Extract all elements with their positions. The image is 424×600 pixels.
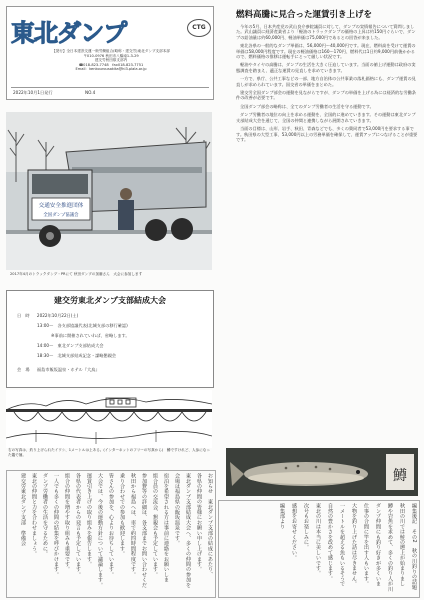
article-paragraph: 建交労全国ダンプ部会の運動を見ながらですが、ダンプの単価を上げる為には経済的な労働条件の改善が必要です。 (236, 90, 416, 101)
phone-line: ☎018-823-7748 fax018-823-7751 (78, 62, 144, 67)
meeting-row (37, 353, 227, 358)
vertical-text-line: ダンプ労働者の生活を守るために。 (42, 473, 48, 557)
meeting-row-label: 日 時 (17, 313, 30, 318)
address-line: 〒010-0976 秋田市八橋南1-3-29 (83, 53, 139, 58)
article-paragraph: 当面の目標は、山形、岩手、秋田、青森などでも、多くの賛同者で53,000円を要求する事です。秋田県の大型工事、53,000円以上の労務単価を確保して、運賃アップにつなげることが重要です。 (236, 126, 418, 142)
column-right (218, 500, 420, 598)
vertical-text-line: 会場は福島県の飯坂温泉です。 (174, 473, 180, 546)
fish-label: 鱒 (393, 468, 407, 484)
meeting-row-value: 13:00～ 各支部協議代表(北城支部の移行確認) (37, 323, 128, 328)
issue-date: 2022年10月1日発行 (13, 90, 53, 95)
vertical-text-line: お知らせ 東北ダンプ支部の結成にあたり、 (207, 473, 213, 577)
vertical-text-line: 編集後記 その2 秋の川釣りの話題 (411, 503, 417, 590)
vertical-text-line: 次号もお楽しみに。 (303, 503, 309, 550)
meeting-row-value: 14:00～ 東北ダンプ支部結成大会 (37, 343, 104, 348)
vertical-text-line: ダンプ仲間にも釣り好きが多くいま (375, 503, 381, 587)
masthead (6, 6, 214, 100)
article-paragraph: 今年の5月、日本共産党の武山良介参院議員に対して、ダンプの実情報告について質問しました。武山議員に経済産業省より「軽油のトラックダンプの価格の上昇は約150円ぐらいで、ダンプの給油量は約60,000円、軽油単価は75,000円であるとの回答が来ました。 (236, 24, 416, 40)
meeting-row (17, 367, 207, 372)
vertical-text-line: 自然の豊かさを改めて感じます。 (327, 503, 333, 581)
vertical-text-line: 乗り合わせでの参加も歓迎します。 (119, 473, 125, 557)
vertical-text-line: 編集部より (279, 503, 285, 529)
vertical-text-line: 仕事の合間に竿を出す人もいます。 (363, 503, 369, 587)
dump-truck-illustration (6, 112, 212, 270)
office-line: 建交労秋田県支部内 (94, 58, 128, 63)
meeting-row-label: 会 場 (17, 367, 30, 372)
publisher-line: 【発行】全日本建設交運一般労働組合(略称・建交労)東北ダンプ支部本部 (52, 49, 170, 53)
email-line: Email：kenkourousakita@hi3.plala.or.jp (75, 67, 147, 72)
newsletter-logo: 東北ダンプ (11, 19, 127, 47)
photo-caption: 2017年4月のトラックダンプ・PRにて 秋田ダンプの加藤さん 大会に参加します (10, 272, 143, 276)
vertical-text-line: 東北の川は本当に美しいです。 (315, 503, 321, 576)
issue-info (11, 87, 209, 98)
meeting-row-value: 福島市飯坂温泉・ホテル『大鳥』 (36, 367, 100, 372)
vertical-text-line: 大会では、今後の運動方針について議論します。 (97, 473, 103, 588)
meeting-title: 建交労東北ダンプ支部結成大会 (53, 296, 167, 305)
vertical-text-line: 参加費等の詳細は、各支部までお問い合わせくだ (141, 473, 147, 588)
column-left (6, 470, 216, 598)
vertical-text-line: 感想をお寄せください。 (291, 503, 297, 561)
vertical-text-line: 皆さんの参加を、心よりお待ちしています。 (108, 473, 114, 577)
vertical-text-line: 組合員の交流会、懇親会も予定しています。 (152, 473, 158, 577)
illustration-caption: 右の写真は、釣り上げられたイワシ、1メートルは上ある。(インターネットのフリーの写真から) 鱒ですけれど、人参になった鑑で捕。 (8, 448, 210, 457)
article-paragraph: 軽油やタイヤの高騰は、ダンプの生活を大きく圧迫しています。当面の値上げ運動は政府の実態調査を踏まえ、適正な運賃の見直しを求めていきます。 (236, 62, 416, 73)
meeting-row (17, 313, 207, 318)
article-paragraph: ダンプ労働者の地位の向上を求める運動を、全国的に進めていきます。その運動は東北ダンプ支部結成大会を通じて、全国の仲間と連携しながら展開されていきます。 (236, 112, 416, 123)
vertical-text-line: 組合の仲間を増やす取り組みも重要です。 (64, 473, 70, 572)
vertical-text-line: 一人でも多くの仲間の結集を呼びかけます。 (53, 473, 59, 577)
dump-truck-photo (6, 112, 212, 270)
meeting-row (37, 323, 227, 328)
vertical-text-line: 鱒や岩魚を求めて、多くの釣り人が川 (387, 503, 393, 592)
truck-sign-line1: 交通安全推進団体 (38, 203, 84, 209)
article-paragraph: 一方で、県庁、公共工事などの一部、地方自治体の公共事業の落札価格にも、ダンプ運賃の見直しが求められています。国交省の単価をまとめた。 (236, 76, 416, 87)
vertical-text-line: 東北の仲間と力を合わせましょう。 (31, 473, 37, 557)
article-paragraph: 全国ダンプ部会の略称は、全てのダンプ労働者の生活を守る運動です。 (240, 103, 374, 109)
meeting-row (51, 333, 241, 338)
meeting-announcement (6, 290, 214, 388)
meeting-row-value: 18:30～ 北城支部結成記念・謀略懇親会 (37, 353, 117, 358)
train-bridge-drawing (6, 390, 212, 448)
fish-image (226, 448, 418, 496)
fish-photo (226, 448, 418, 496)
vertical-text-line: 秋田の川では鮭の遡上が始まりまし (399, 503, 405, 587)
meeting-row-value: ※事前に開催されていれば、省略します。 (51, 333, 130, 338)
issue-number: NO.4 (85, 90, 96, 95)
vertical-text-line: 建交労東北ダンプ支部 準備会 (20, 473, 26, 546)
vertical-text-line: 秋田から福島へは、車で約四時間程度です。 (130, 473, 136, 577)
article-body (236, 24, 418, 145)
vertical-text-line: 東北ダンプ支部結成大会へ、多くの仲間の参加を (185, 473, 191, 588)
meeting-row (37, 343, 227, 348)
ctg-logo-icon: CTG (187, 19, 211, 37)
meeting-row-value: 2022年10月22日(土) (36, 313, 79, 318)
vertical-text-line: 宿泊を希望される方は事前に連絡をお願いしま (163, 473, 169, 583)
vertical-text-line: 一メートルを超える魚もいるそうで (339, 503, 345, 587)
article-headline: 燃料高騰に見合った運賃引き上げを (236, 10, 373, 20)
article-paragraph: 東北各県の一般的なダンプ単価は、56,000円〜40,000円です。現在、燃料高を受けて運賃の単価は58,000円程度です。現在の軽油価格は160〜170円、燃料代は1日約9,000円前後かかるので、燃料価格の推移は運転手にとって厳しい状況です。 (236, 43, 416, 60)
vertical-text-line: 各県の代表者からの発言も予定しています。 (75, 473, 81, 577)
vertical-text-line: 大物を釣り上げた話は尽きません。 (351, 503, 357, 587)
vertical-text-line: 各県の仲間の皆様にお願い申し上げます。 (196, 473, 202, 572)
bridge-illustration (6, 390, 212, 448)
truck-sign-line2: 全国ダンプ協議会 (43, 213, 79, 218)
vertical-text-line: 運賃引き上げの取り組みを報告します。 (86, 473, 92, 567)
publisher-info (13, 49, 209, 72)
